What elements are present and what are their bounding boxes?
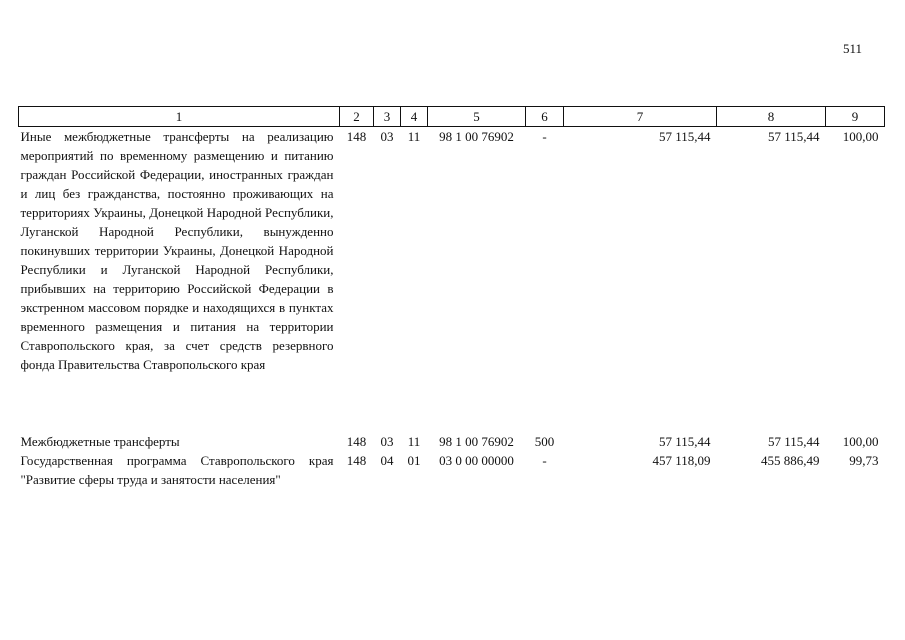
column-header: 8 [717,107,826,127]
column-header: 9 [826,107,885,127]
row-name: Межбюджетные трансферты [20,434,180,449]
column-header: 2 [340,107,374,127]
actual-amount: 57 115,44 [767,434,820,449]
table-row [19,432,885,451]
ministry-code: 148 [346,453,367,468]
execution-percent: 100,00 [842,129,879,144]
row-name: Иные межбюджетные трансферты на реализацию мероприятий по временному размещению и питанию граждан Российской Федерации, иностранных граждан и лиц без гражданства, постоянно проживающих на территориях Украины, Донецкой Народной Республики, Луганской Народной Республики, вынужденно покинувших территории Украины, Донецкой Народной Республики и Луганской Народной Республики, прибывших на территорию Российской Федерации в экстренном массовом порядке и находящихся в пунктах временного размещения и питания на территории Ставропольского края, за счет средств резервного фонда Правительства Ставропольского края [20,129,334,372]
expense-type-code: - [542,129,547,144]
table-row [19,451,885,489]
actual-amount: 455 886,49 [761,453,820,468]
plan-amount: 57 115,44 [658,129,711,144]
table-header [19,107,885,127]
section-code: 03 [380,129,394,144]
expense-type-code: - [542,453,547,468]
target-article-code: 98 1 00 76902 [439,434,514,449]
plan-amount: 57 115,44 [658,434,711,449]
page-number: 511 [842,41,862,56]
column-header: 5 [428,107,526,127]
section-code: 03 [380,434,394,449]
target-article-code: 03 0 00 00000 [439,453,514,468]
column-header: 4 [401,107,428,127]
budget-table [18,106,885,489]
subsection-code: 11 [407,434,421,449]
ministry-code: 148 [346,434,367,449]
table-row [19,127,885,375]
target-article-code: 98 1 00 76902 [439,129,514,144]
actual-amount: 57 115,44 [767,129,820,144]
row-name: Государственная программа Ставропольского края "Развитие сферы труда и занятости населения" [20,453,334,487]
execution-percent: 99,73 [849,453,879,468]
column-header: 3 [374,107,401,127]
column-header: 6 [526,107,564,127]
column-header: 1 [19,107,340,127]
subsection-code: 11 [407,129,421,144]
expense-type-code: 500 [534,434,555,449]
plan-amount: 457 118,09 [652,453,711,468]
subsection-code: 01 [407,453,421,468]
execution-percent: 100,00 [842,434,879,449]
row-spacer [19,374,885,432]
column-header: 7 [564,107,717,127]
ministry-code: 148 [346,129,367,144]
section-code: 04 [380,453,394,468]
